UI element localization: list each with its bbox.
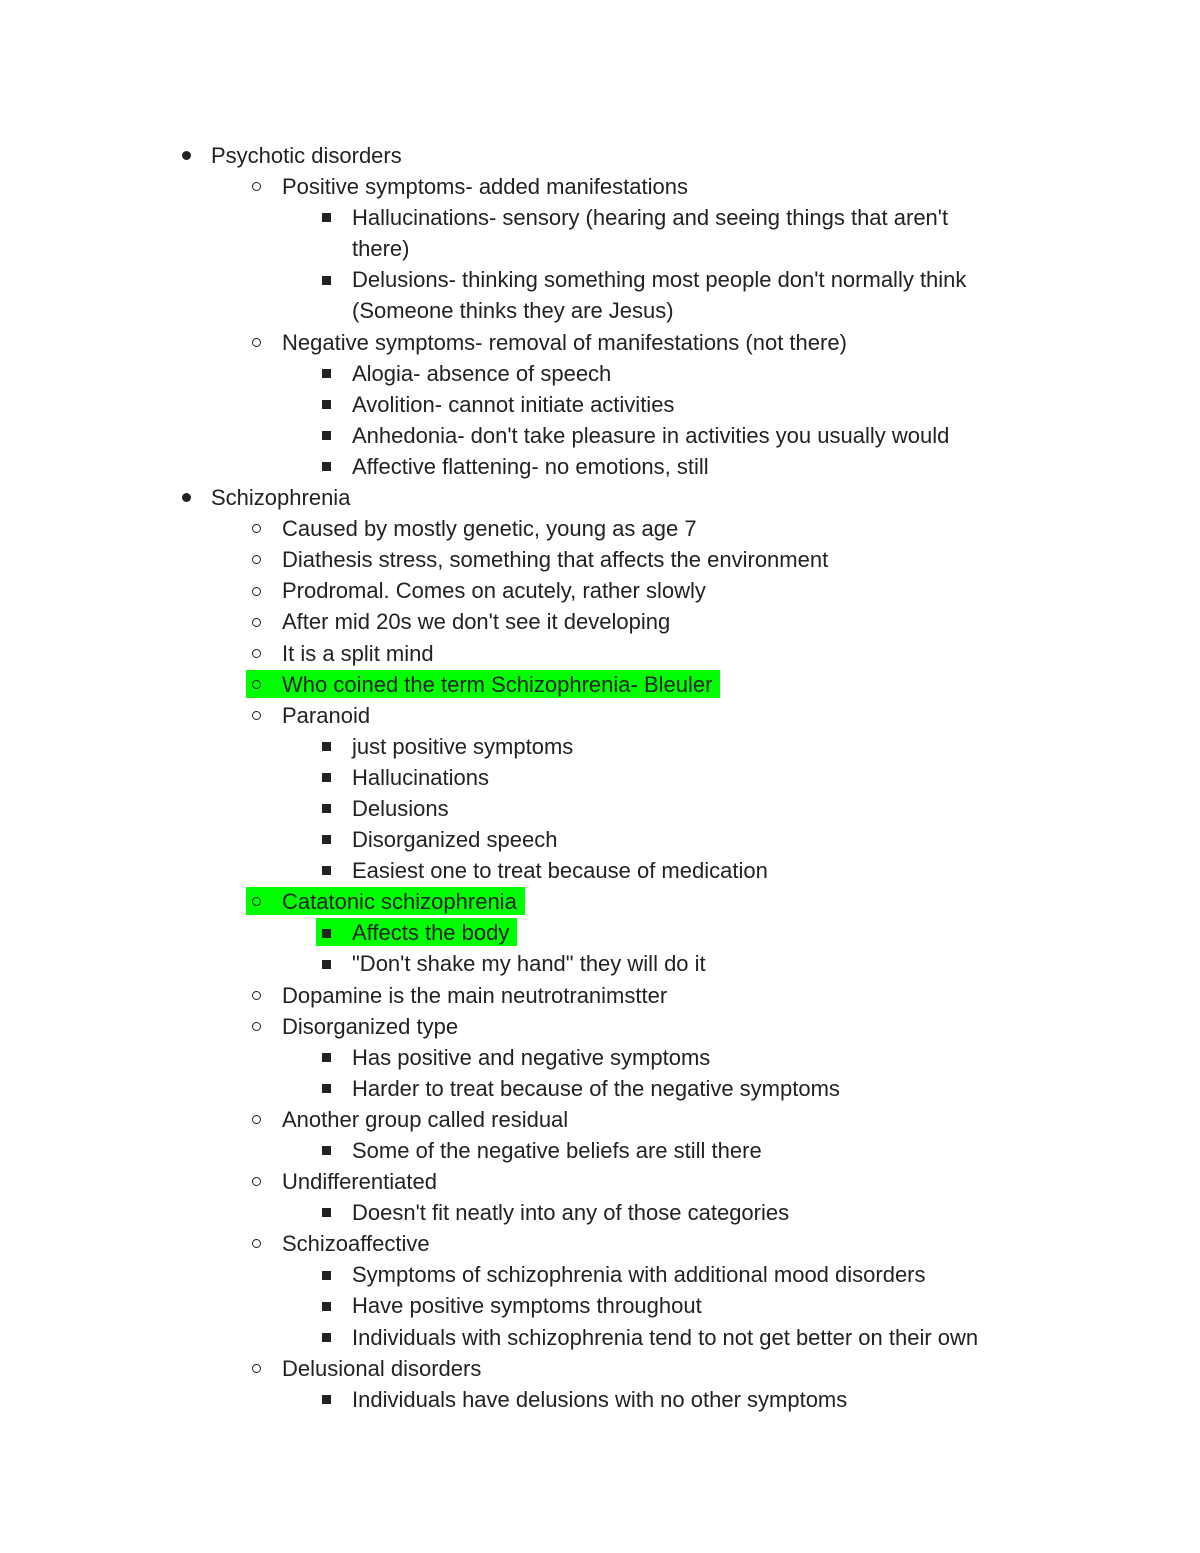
list-item-text: Anhedonia- don't take pleasure in activities you usually would: [352, 422, 950, 448]
list-item: [0, 1135, 1200, 1166]
square-bullet-icon: [311, 451, 341, 482]
list-item-text: Paranoid: [282, 702, 371, 728]
list-item-text: Caused by mostly genetic, young as age 7: [282, 516, 697, 542]
list-item-text: Catatonic schizophrenia: [282, 889, 517, 915]
list-item: [0, 1290, 1200, 1321]
list-item-text: Schizophrenia: [211, 485, 351, 511]
disc-bullet-icon: [171, 140, 201, 171]
list-item: [0, 606, 1200, 637]
list-item-text: there): [352, 236, 410, 262]
list-item-text: Positive symptoms- added manifestations: [282, 174, 688, 200]
list-item: [0, 1384, 1200, 1415]
square-bullet-icon: [311, 793, 341, 824]
list-item-text: Affects the body: [352, 920, 510, 946]
list-item: [0, 420, 1200, 451]
list-item-text: Disorganized type: [282, 1013, 459, 1039]
list-item: [0, 824, 1200, 855]
square-bullet-icon: [311, 731, 341, 762]
list-item: [0, 389, 1200, 420]
list-item: [0, 513, 1200, 544]
list-item-text: (Someone thinks they are Jesus): [352, 298, 674, 324]
list-item-text: Some of the negative beliefs are still there: [352, 1138, 762, 1163]
list-item: [0, 1011, 1200, 1042]
list-item: [0, 575, 1200, 606]
list-item-text: Individuals with schizophrenia tend to not get better on their own: [352, 1324, 979, 1350]
list-item-continuation: [0, 233, 1200, 264]
list-item: [0, 1104, 1200, 1135]
list-item: [0, 638, 1200, 669]
list-item-text: Delusional disorders: [282, 1355, 482, 1381]
square-bullet-icon: [311, 420, 341, 451]
list-item: [0, 327, 1200, 358]
list-item-text: Negative symptoms- removal of manifestations (not there): [282, 329, 847, 355]
list-item-text: Harder to treat because of the negative symptoms: [352, 1075, 840, 1101]
list-item: [0, 917, 1200, 948]
circle-bullet-icon: [241, 1228, 271, 1259]
square-bullet-icon: [311, 1073, 341, 1104]
list-item-text: Prodromal. Comes on acutely, rather slowly: [282, 578, 706, 604]
list-item-text: Hallucinations- sensory (hearing and seeing things that aren't: [352, 205, 949, 231]
list-item: [0, 762, 1200, 793]
list-item: [0, 1042, 1200, 1073]
square-bullet-icon: [311, 1135, 341, 1166]
list-item-continuation: [0, 295, 1200, 326]
list-item: [0, 1353, 1200, 1384]
list-item: [0, 358, 1200, 389]
list-item: [0, 700, 1200, 731]
list-item-text: Individuals have delusions with no other symptoms: [352, 1386, 848, 1412]
circle-bullet-icon: [241, 980, 271, 1011]
list-item-text: Avolition- cannot initiate activities: [352, 391, 675, 417]
square-bullet-icon: [311, 855, 341, 886]
list-item: [0, 451, 1200, 482]
list-item: [0, 202, 1200, 233]
list-item-text: Delusions: [352, 795, 449, 821]
square-bullet-icon: [311, 1042, 341, 1073]
list-item-text: Dopamine is the main neutrotranimstter: [282, 982, 668, 1008]
list-item-text: Alogia- absence of speech: [352, 360, 612, 386]
disc-bullet-icon: [171, 482, 201, 513]
list-item-text: Have positive symptoms throughout: [352, 1293, 702, 1319]
list-item: [0, 1166, 1200, 1197]
list-item-text: Who coined the term Schizophrenia- Bleuler: [282, 671, 713, 697]
circle-bullet-icon: [241, 669, 271, 700]
list-item: [0, 264, 1200, 295]
list-item-text: Hallucinations: [352, 764, 489, 790]
list-item-text: just positive symptoms: [352, 733, 574, 759]
square-bullet-icon: [311, 389, 341, 420]
circle-bullet-icon: [241, 1104, 271, 1135]
list-item: [0, 140, 1200, 171]
list-item-text: Doesn't fit neatly into any of those categories: [352, 1200, 790, 1226]
square-bullet-icon: [311, 1197, 341, 1228]
list-item-text: After mid 20s we don't see it developing: [282, 609, 671, 635]
list-item-text: Affective flattening- no emotions, still: [352, 453, 709, 479]
list-item-text: "Don't shake my hand" they will do it: [352, 951, 706, 977]
circle-bullet-icon: [241, 1353, 271, 1384]
circle-bullet-icon: [241, 1011, 271, 1042]
list-item: [0, 793, 1200, 824]
list-item-text: Has positive and negative symptoms: [352, 1044, 711, 1070]
circle-bullet-icon: [241, 513, 271, 544]
list-item-text: It is a split mind: [282, 640, 434, 666]
square-bullet-icon: [311, 1259, 341, 1290]
circle-bullet-icon: [241, 886, 271, 917]
square-bullet-icon: [311, 824, 341, 855]
list-item: [0, 1197, 1200, 1228]
circle-bullet-icon: [241, 1166, 271, 1197]
circle-bullet-icon: [241, 575, 271, 606]
list-item: [0, 1259, 1200, 1290]
circle-bullet-icon: [241, 171, 271, 202]
list-item-text: Diathesis stress, something that affects the environment: [282, 547, 829, 573]
square-bullet-icon: [311, 762, 341, 793]
list-item: [0, 669, 1200, 700]
list-item: [0, 855, 1200, 886]
list-item-text: Delusions- thinking something most people don't normally think: [352, 267, 967, 293]
circle-bullet-icon: [241, 606, 271, 637]
square-bullet-icon: [311, 1322, 341, 1353]
list-item-text: Another group called residual: [282, 1106, 569, 1132]
square-bullet-icon: [311, 264, 341, 295]
square-bullet-icon: [311, 202, 341, 233]
circle-bullet-icon: [241, 544, 271, 575]
list-item: [0, 171, 1200, 202]
list-item: [0, 482, 1200, 513]
list-item-text: Psychotic disorders: [211, 143, 402, 168]
list-item: [0, 980, 1200, 1011]
list-item: [0, 1228, 1200, 1259]
circle-bullet-icon: [241, 700, 271, 731]
document-page: [0, 140, 1200, 1415]
list-item-text: Easiest one to treat because of medication: [352, 858, 768, 884]
circle-bullet-icon: [241, 638, 271, 669]
square-bullet-icon: [311, 1384, 341, 1415]
list-item: [0, 1073, 1200, 1104]
square-bullet-icon: [311, 358, 341, 389]
list-item: [0, 1322, 1200, 1353]
list-item: [0, 948, 1200, 979]
square-bullet-icon: [311, 948, 341, 979]
square-bullet-icon: [311, 917, 341, 948]
list-item: [0, 544, 1200, 575]
list-item: [0, 731, 1200, 762]
list-item-text: Disorganized speech: [352, 827, 558, 853]
circle-bullet-icon: [241, 327, 271, 358]
list-item-text: Symptoms of schizophrenia with additional mood disorders: [352, 1262, 926, 1288]
square-bullet-icon: [311, 1290, 341, 1321]
list-item: [0, 886, 1200, 917]
list-item-text: Undifferentiated: [282, 1169, 437, 1195]
list-item-text: Schizoaffective: [282, 1231, 430, 1257]
